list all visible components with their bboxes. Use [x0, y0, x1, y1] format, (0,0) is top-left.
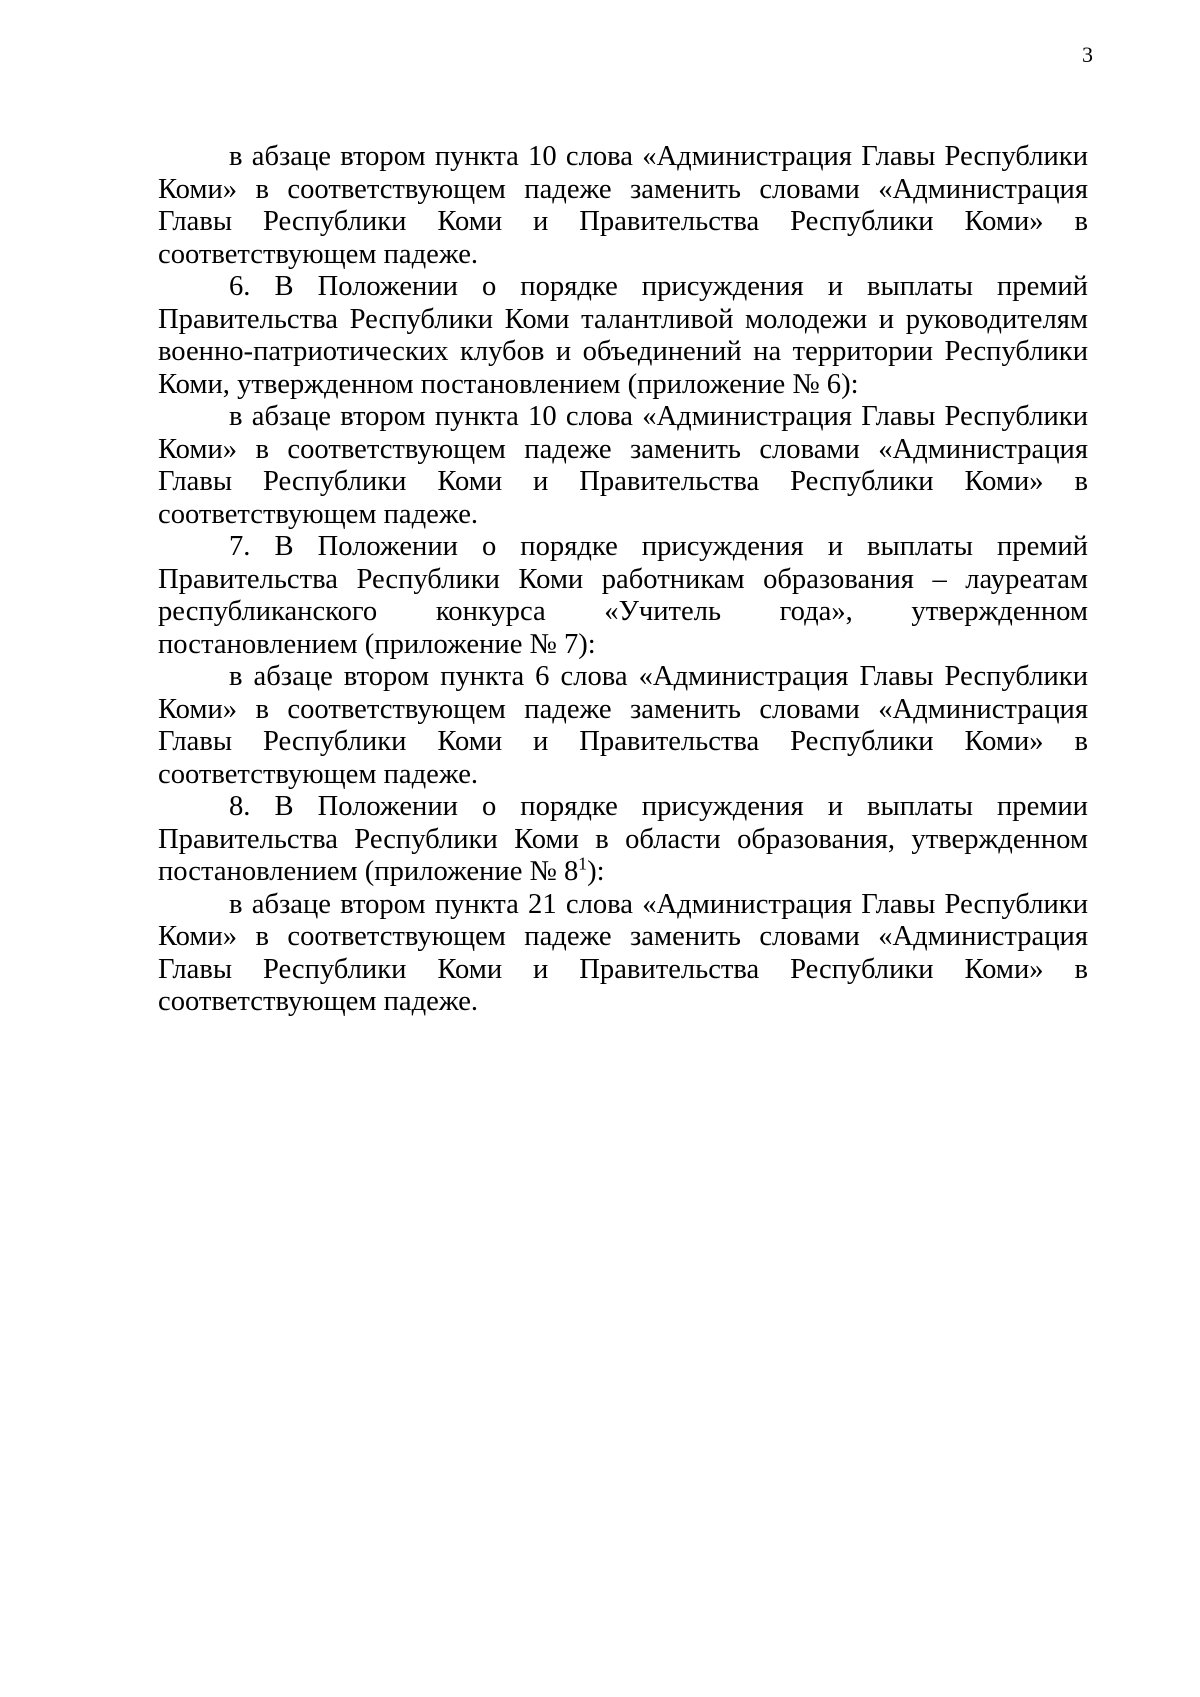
- paragraph-item-8-ending: ):: [587, 856, 605, 887]
- paragraph-1: в абзаце втором пункта 10 слова «Администрация Главы Республики Коми» в соответствующем падеже заменить словами «Администрация Главы Республики Коми и Правительства Республики Коми» в соответствующем падеже.: [158, 141, 1088, 270]
- paragraph-item-8-text: 8. В Положении о порядке присуждения и выплаты премии Правительства Республики Коми в области образования, утвержденном постановлением (приложение № 8: [158, 791, 1088, 887]
- paragraph-4: в абзаце втором пункта 21 слова «Администрация Главы Республики Коми» в соответствующем падеже заменить словами «Администрация Главы Республики Коми и Правительства Республики Коми» в соответствующем падеже.: [158, 888, 1088, 1017]
- paragraph-2: в абзаце втором пункта 10 слова «Администрация Главы Республики Коми» в соответствующем падеже заменить словами «Администрация Главы Республики Коми и Правительства Республики Коми» в соответствующем падеже.: [158, 401, 1088, 530]
- superscript-mark: 1: [578, 853, 588, 874]
- page-number: 3: [1082, 42, 1093, 67]
- paragraph-item-8: [158, 791, 1088, 889]
- paragraph-item-7: 7. В Положении о порядке присуждения и выплаты премий Правительства Республики Коми работникам образования – лауреатам республиканского конкурса «Учитель года», утвержденном постановлением (приложение № 7):: [158, 531, 1088, 660]
- paragraph-item-6: 6. В Положении о порядке присуждения и выплаты премий Правительства Республики Коми талантливой молодежи и руководителям военно-патриотических клубов и объединений на территории Республики Коми, утвержденном постановлением (приложение № 6):: [158, 271, 1088, 400]
- document-body: [158, 141, 1088, 1019]
- paragraph-3: в абзаце втором пункта 6 слова «Администрация Главы Республики Коми» в соответствующем падеже заменить словами «Администрация Главы Республики Коми и Правительства Республики Коми» в соответствующем падеже.: [158, 661, 1088, 790]
